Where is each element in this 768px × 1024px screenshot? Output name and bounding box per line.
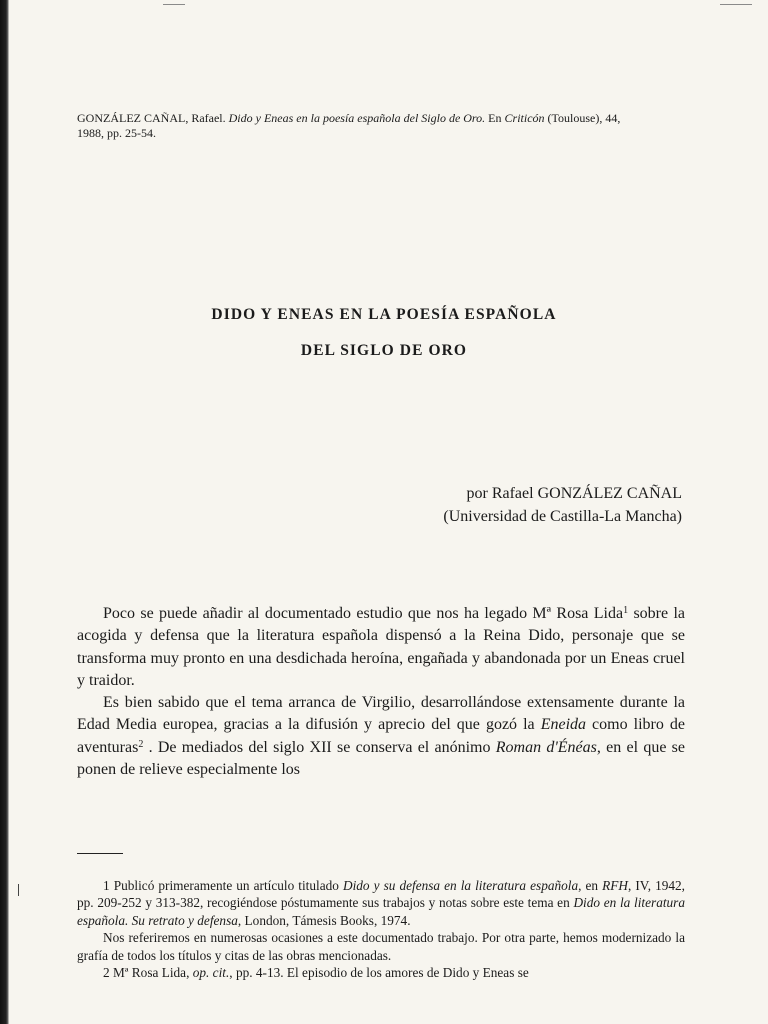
- article-title-line-1: DIDO Y ENEAS EN LA POESÍA ESPAÑOLA: [211, 306, 557, 323]
- footnote-2: 2 Mª Rosa Lida, op. cit., pp. 4-13. El episodio de los amores de Dido y Eneas se: [103, 965, 529, 981]
- work-title-eneida: Eneida: [540, 716, 587, 734]
- body-text: [77, 603, 685, 781]
- footnote-number: 1: [103, 878, 110, 893]
- footnote-separator: [77, 853, 123, 854]
- citation-details-year: 1988, pp. 25-54.: [77, 126, 156, 140]
- author-byline: por Rafael GONZÁLEZ CAÑAL: [466, 485, 682, 502]
- footnotes: [77, 877, 685, 981]
- author-affiliation: (Universidad de Castilla-La Mancha): [443, 508, 682, 525]
- footnote-1-continued: Nos referiremos en numerosas ocasiones a este documentado trabajo. Por otra parte, hemos modernizado la grafía de todos los títulos y citas de las obras mencionadas.: [77, 930, 685, 963]
- citation-work-title: Dido y Eneas en la poesía española del Siglo de Oro.: [228, 111, 486, 125]
- scan-mark: [163, 4, 185, 5]
- citation-author: GONZÁLEZ CAÑAL, Rafael.: [77, 111, 226, 125]
- scan-mark: [18, 884, 19, 896]
- scan-mark: [720, 4, 752, 5]
- bibliographic-citation: [77, 111, 687, 141]
- citation-in: En: [488, 111, 502, 125]
- footnote-ref: 1: [623, 605, 629, 616]
- citation-details: (Toulouse), 44,: [547, 111, 621, 125]
- citation-journal: Criticón: [504, 111, 545, 125]
- paragraph: Es bien sabido que el tema arranca de Virgilio, desarrollándose extensamente durante la Edad Media europea, gracias a la difusión y aprecio del que gozó la Eneida como libro de aventuras$^2$ . De mediados del siglo XII se conserva el anónimo Roman d'Énéas, en el que se ponen de relieve especialmente los: [77, 694, 686, 779]
- article-title-line-2: DEL SIGLO DE ORO: [300, 342, 468, 359]
- scan-edge-left: [0, 0, 9, 1024]
- work-title-roman: Roman d'Énéas: [495, 738, 597, 756]
- footnote-ref: 2: [138, 738, 144, 750]
- footnote-number: 2: [103, 965, 110, 981]
- paragraph: Poco se puede añadir al documentado estudio que nos ha legado Mª Rosa Lida$^1$ sobre la acogida y defensa que la literatura española dispensó a la Reina Dido, personaje que se transforma muy pronto en una desdichada heroína, engañada y abandonada por un Eneas cruel y traidor.: [77, 605, 686, 689]
- footnote-1: 1 Publicó primeramente un artículo titulado Dido y su defensa en la literatura española, en RFH, IV, 1942, pp. 209-252 y 313-382, recogiéndose póstumamente sus trabajos y notas sobre este tema en Dido en la literatura española. Su retrato y defensa, London, Támesis Books, 1974.: [77, 878, 686, 928]
